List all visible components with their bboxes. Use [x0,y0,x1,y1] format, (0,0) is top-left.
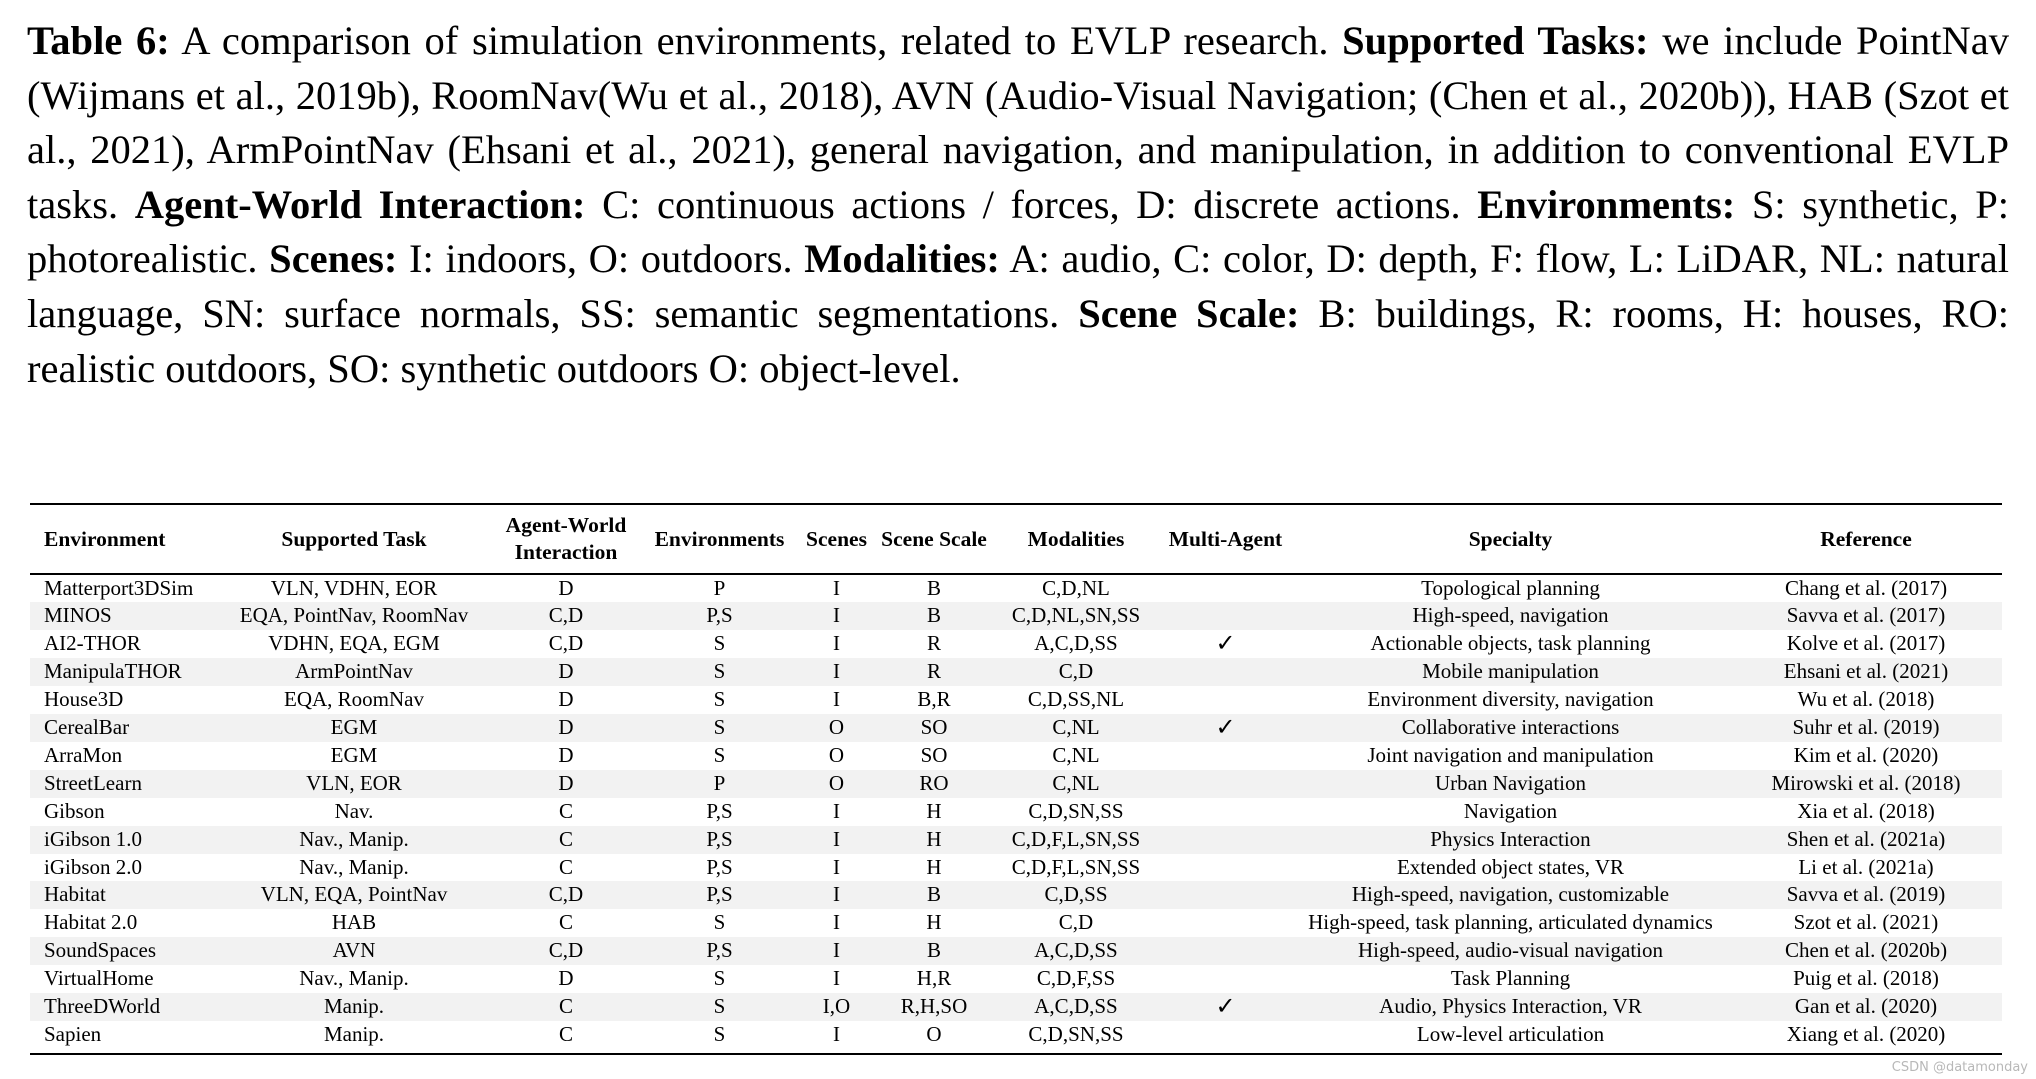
cell-modalities: C,NL [992,714,1160,742]
cell-interaction: C [490,993,642,1021]
cell-environment: Matterport3DSim [44,575,194,600]
cell-specialty: Joint navigation and manipulation [1367,742,1654,767]
cell-scene-scale: SO [920,742,948,767]
watermark: CSDN @datamonday [1891,1060,2028,1075]
cell-scene-scale: H [876,826,992,854]
cell-interaction: C [558,910,573,935]
cell-multi-agent [1160,1021,1291,1049]
cell-multi-agent [1160,770,1291,798]
cell-reference: Shen et al. (2021a) [1730,826,2002,854]
cell-interaction: C,D [548,631,584,656]
cell-scene-scale: B,R [917,687,951,712]
cell-multi-agent [1160,909,1291,937]
cell-modalities: A,C,D,SS [992,937,1160,965]
cell-multi-agent [1160,965,1291,993]
table-row [30,770,2002,798]
cell-scenes: I [797,602,876,630]
cell-modalities: A,C,D,SS [1034,631,1118,656]
table-row [30,826,2002,854]
cell-environment: MINOS [30,602,218,630]
col-environments: Environments [654,526,785,551]
table-row [30,881,2002,909]
cell-supported-task: VDHN, EQA, EGM [268,631,440,656]
cell-scenes: I [797,658,876,686]
cell-modalities: C,D,F,L,SN,SS [992,826,1160,854]
cell-specialty: Actionable objects, task planning [1370,631,1651,656]
cell-scenes: I [833,1022,840,1046]
cell-environment: SoundSpaces [30,937,218,965]
caption-label: Table 6: [27,18,170,63]
cell-supported-task: Nav., Manip. [299,854,409,879]
header-row [30,505,2002,573]
cell-specialty: Low-level articulation [1416,1022,1605,1046]
cell-reference: Li et al. (2021a) [1798,854,1934,879]
cell-specialty: Collaborative interactions [1291,714,1730,742]
cell-interaction: C,D [490,937,642,965]
cell-supported-task: HAB [331,910,377,935]
cell-interaction: C [558,798,573,823]
cell-modalities: C,D [992,658,1160,686]
cell-modalities: C,NL [992,770,1160,798]
cell-multi-agent [1160,826,1291,854]
cell-interaction: D [558,575,574,600]
cell-supported-task: VLN, EOR [218,770,490,798]
cell-multi-agent [1160,658,1291,686]
cell-modalities: C,NL [1052,742,1100,767]
cell-environments: S [713,1022,726,1046]
cell-reference: Mirowski et al. (2018) [1730,770,2002,798]
cell-specialty: Environment diversity, navigation [1367,687,1654,712]
cell-supported-task: Nav., Manip. [218,826,490,854]
cell-environments: S [642,658,797,686]
cell-scene-scale: O [926,1022,942,1046]
cell-scene-scale: H,R [916,966,952,991]
cell-environments: S [713,742,726,767]
cell-environments: P [713,575,726,600]
cell-modalities: A,C,D,SS [992,993,1160,1021]
col-scene-scale: Scene Scale [881,526,987,551]
col-reference: Reference [1820,526,1912,551]
cell-environment: CerealBar [30,714,218,742]
cell-supported-task: Nav., Manip. [299,966,409,991]
comparison-table [30,503,2002,1055]
cell-reference: Xiang et al. (2020) [1786,1022,1946,1046]
cell-environment: iGibson 2.0 [44,854,143,879]
cell-multi-agent [1160,602,1291,630]
cell-modalities: C,D,SS,NL [1027,687,1125,712]
cell-interaction: D [558,966,574,991]
cell-environments: P,S [706,854,733,879]
cell-specialty: Topological planning [1421,575,1600,600]
col-multi-agent: Multi-Agent [1168,526,1283,551]
cell-scenes: I [797,881,876,909]
cell-specialty: High-speed, task planning, articulated dynamics [1308,910,1713,935]
col-scenes: Scenes [806,526,867,551]
cell-supported-task: AVN [218,937,490,965]
cell-reference: Gan et al. (2020) [1730,993,2002,1021]
cell-environment: StreetLearn [30,770,218,798]
cell-modalities: C,D,F,L,SN,SS [1011,854,1141,879]
cell-multi-agent: ✓ [1215,630,1236,658]
table-row [30,686,2002,714]
cell-scenes: I [797,826,876,854]
cell-scenes: I [833,575,840,600]
cell-supported-task: Manip. [323,1022,385,1046]
cell-scenes: I [833,798,840,823]
cell-supported-task: ArmPointNav [218,658,490,686]
cell-environments: S [642,714,797,742]
cell-scene-scale: B [876,881,992,909]
cell-specialty: High-speed, navigation [1291,602,1730,630]
cell-specialty: Urban Navigation [1291,770,1730,798]
cell-reference: Chang et al. (2017) [1784,575,1948,600]
cell-modalities: C,D,F,SS [1036,966,1116,991]
cell-modalities: C,D,NL [1042,575,1110,600]
cell-modalities: C,D,SN,SS [1028,798,1124,823]
cell-interaction: C [558,854,573,879]
cell-scenes: O [828,742,845,767]
cell-supported-task: Nav. [334,798,374,823]
cell-environments: P,S [642,937,797,965]
cell-supported-task: VLN, VDHN, EOR [270,575,438,600]
cell-scene-scale: B [926,575,941,600]
cell-multi-agent [1160,575,1291,603]
cell-scenes: O [797,714,876,742]
cell-multi-agent [1160,854,1291,882]
cell-interaction: C,D [490,602,642,630]
cell-environments: S [713,966,726,991]
cell-interaction: D [490,714,642,742]
cell-environments: S [713,687,726,712]
col-modalities: Modalities [1027,526,1125,551]
cell-scenes: I [833,687,840,712]
cell-scenes: I [833,854,840,879]
cell-modalities: C,D,SS [992,881,1160,909]
cell-environments: S [642,993,797,1021]
cell-environments: P,S [706,798,733,823]
cell-environment: ManipulaTHOR [30,658,218,686]
cell-reference: Szot et al. (2021) [1793,910,1939,935]
cell-reference: Savva et al. (2019) [1730,881,2002,909]
cell-specialty: Task Planning [1450,966,1571,991]
cell-interaction: D [490,770,642,798]
cell-specialty: Mobile manipulation [1291,658,1730,686]
cell-scenes: I,O [797,993,876,1021]
cell-environments: S [713,631,726,656]
cell-interaction: C [558,1022,573,1046]
table-row [30,798,2002,826]
table-row [30,965,2002,993]
table-row [30,602,2002,630]
table-row [30,993,2002,1021]
cell-environments: P,S [642,826,797,854]
cell-scene-scale: H [926,910,942,935]
cell-scenes: I [797,937,876,965]
table-row [30,1021,2002,1049]
cell-interaction: C,D [490,881,642,909]
cell-environment: Habitat 2.0 [44,910,138,935]
cell-modalities: C,D [1058,910,1094,935]
cell-modalities: C,D,SN,SS [1028,1022,1124,1046]
cell-scene-scale: B [876,937,992,965]
cell-multi-agent [1160,742,1291,770]
cell-multi-agent [1160,937,1291,965]
cell-environments: P,S [642,602,797,630]
table-row [30,742,2002,770]
cell-multi-agent: ✓ [1160,993,1291,1021]
cell-reference: Kim et al. (2020) [1793,742,1939,767]
cell-interaction: D [490,658,642,686]
cell-reference: Ehsani et al. (2021) [1730,658,2002,686]
cell-environment: Gibson [44,798,105,823]
cell-environment: VirtualHome [44,966,154,991]
col-specialty: Specialty [1468,526,1553,551]
table-row [30,658,2002,686]
cell-environment: iGibson 1.0 [30,826,218,854]
cell-environments: S [713,910,726,935]
cell-supported-task: EQA, RoomNav [284,687,424,712]
cell-specialty: High-speed, audio-visual navigation [1291,937,1730,965]
table-row [30,714,2002,742]
cell-scene-scale: RO [876,770,992,798]
cell-reference: Wu et al. (2018) [1797,687,1935,712]
cell-supported-task: VLN, EQA, PointNav [218,881,490,909]
cell-scene-scale: R [876,658,992,686]
cell-modalities: C,D,NL,SN,SS [992,602,1160,630]
col-supported-task: Supported Task [281,526,427,551]
cell-specialty: High-speed, navigation, customizable [1291,881,1730,909]
cell-scene-scale: B [876,602,992,630]
cell-supported-task: Manip. [218,993,490,1021]
cell-scene-scale: R [926,631,941,656]
table-row [30,630,2002,658]
cell-specialty: Extended object states, VR [1396,854,1625,879]
cell-reference: Kolve et al. (2017) [1786,631,1946,656]
cell-reference: Chen et al. (2020b) [1730,937,2002,965]
cell-environment: ArraMon [44,742,123,767]
cell-specialty: Audio, Physics Interaction, VR [1291,993,1730,1021]
cell-scenes: O [797,770,876,798]
cell-specialty: Physics Interaction [1291,826,1730,854]
cell-multi-agent [1160,798,1291,826]
cell-specialty: Navigation [1463,798,1558,823]
cell-scenes: I [833,631,840,656]
table-row [30,937,2002,965]
cell-interaction: D [558,742,574,767]
cell-supported-task: EGM [330,742,378,767]
cell-interaction: D [558,687,574,712]
cell-reference: Savva et al. (2017) [1730,602,2002,630]
cell-environment: AI2-THOR [44,631,141,656]
cell-environment: Sapien [44,1022,102,1046]
cell-scene-scale: H [926,854,942,879]
cell-environments: P [642,770,797,798]
cell-scene-scale: SO [876,714,992,742]
cell-environments: P,S [642,881,797,909]
cell-reference: Suhr et al. (2019) [1730,714,2002,742]
cell-environment: ThreeDWorld [30,993,218,1021]
cell-scenes: I [833,910,840,935]
col-agent-world-interaction: Agent-World Interaction [505,513,627,564]
table-row [30,909,2002,937]
cell-environment: Habitat [30,881,218,909]
cell-multi-agent: ✓ [1160,714,1291,742]
cell-interaction: C [490,826,642,854]
col-environment: Environment [44,526,166,551]
cell-scene-scale: R,H,SO [876,993,992,1021]
cell-supported-task: EGM [218,714,490,742]
cell-multi-agent [1160,881,1291,909]
table-row [30,575,2002,603]
cell-reference: Puig et al. (2018) [1793,966,1939,991]
cell-scenes: I [833,966,840,991]
cell-environment: House3D [44,687,124,712]
cell-scene-scale: H [926,798,942,823]
bottom-rule [30,1053,2002,1055]
cell-supported-task: EQA, PointNav, RoomNav [218,602,490,630]
table-body [30,575,2002,1049]
cell-multi-agent [1160,686,1291,714]
table-caption: Table 6: A comparison of simulation environments, related to EVLP research. Supported Tasks: we include PointNav (Wijmans et al., 2019b), RoomNav(Wu et al., 2018), AVN (Audio-Visual Navigation; (Chen et al., 2020b)), HAB (Szot et al., 2021), ArmPointNav (Ehsani et al., 2021), general navigation, and manipulation, in addition to conventional EVLP tasks. Agent-World Interaction: C: continuous actions / forces, D: discrete actions. Environments: S: synthetic, P: photorealistic. Scenes: I: indoors, O: outdoors. Modalities: A: audio, C: color, D: depth, F: flow, L: LiDAR, NL: natural language, SN: surface normals, SS: semantic segmentations. Scene Scale: B: buildings, R: rooms, H: houses, RO: realistic outdoors, SO: synthetic outdoors O: object-level. [27,18,2010,391]
cell-reference: Xia et al. (2018) [1797,798,1935,823]
table-row [30,854,2002,882]
